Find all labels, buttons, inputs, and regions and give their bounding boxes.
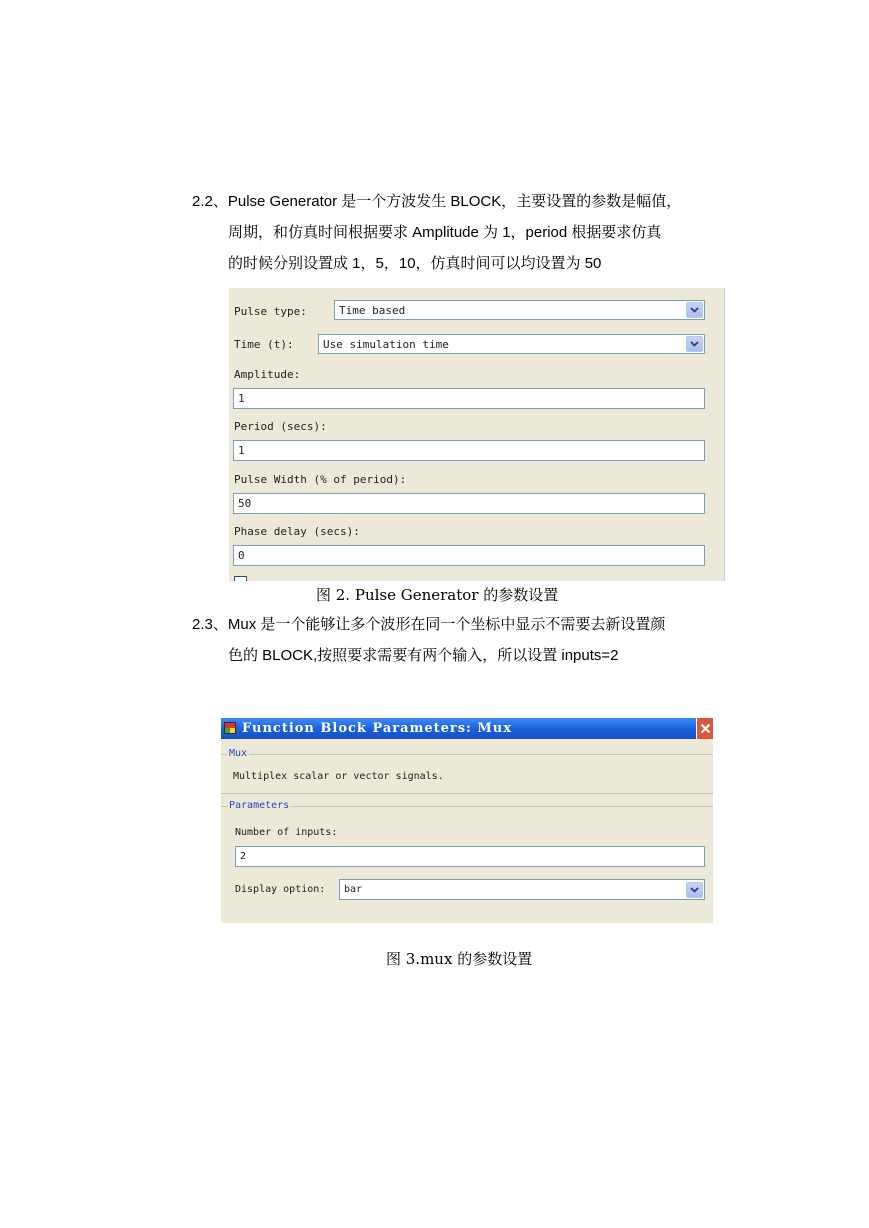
section-2-2-paragraph	[192, 186, 752, 279]
dialog-title-bar	[221, 718, 713, 739]
period-label: Period (secs):	[234, 420, 327, 433]
pulse-generator-dialog	[229, 288, 725, 581]
number-of-inputs-field[interactable]: 2	[235, 846, 705, 867]
time-label: Time (t):	[234, 338, 294, 351]
amplitude-field[interactable]: 1	[233, 388, 705, 409]
pulse-type-label: Pulse type:	[234, 305, 307, 318]
section-2-3-line-1: 2.3、Mux 是一个能够让多个波形在同一个坐标中显示不需要去新设置颜	[192, 616, 666, 633]
display-option-label: Display option:	[235, 884, 326, 895]
section-2-3-line-2: 色的 BLOCK,按照要求需要有两个输入，所以设置 inputs=2	[228, 647, 619, 664]
period-field[interactable]: 1	[233, 440, 705, 461]
display-option-select[interactable]	[339, 879, 705, 900]
simulink-block-icon	[223, 721, 237, 735]
pulse-type-select[interactable]	[334, 300, 705, 320]
mux-description-group	[221, 748, 713, 794]
cropped-checkbox[interactable]	[234, 576, 247, 581]
section-2-2-line-2: 周期，和仿真时间根据要求 Amplitude 为 1，period 根据要求仿真	[228, 224, 662, 241]
chevron-down-icon[interactable]	[686, 336, 703, 352]
time-value: Use simulation time	[323, 337, 449, 351]
phase-delay-field[interactable]: 0	[233, 545, 705, 566]
phase-delay-label: Phase delay (secs):	[234, 525, 360, 538]
pulse-type-value: Time based	[339, 303, 406, 317]
mux-parameters-dialog	[221, 718, 713, 923]
parameters-group	[221, 800, 713, 923]
figure-3-caption: 图 3.mux 的参数设置	[386, 950, 533, 968]
dialog-title: Function Block Parameters: Mux	[242, 721, 512, 736]
time-select[interactable]	[318, 334, 705, 354]
amplitude-label: Amplitude:	[234, 368, 301, 381]
figure-2-caption: 图 2. Pulse Generator 的参数设置	[316, 586, 559, 604]
close-icon	[700, 723, 711, 734]
parameters-group-title: Parameters	[229, 800, 290, 811]
mux-group-title: Mux	[229, 748, 248, 759]
chevron-down-icon[interactable]	[686, 882, 703, 898]
section-2-2-line-1: 2.2、Pulse Generator 是一个方波发生 BLOCK，主要设置的参数是幅值，	[192, 193, 682, 210]
pulse-width-field[interactable]: 50	[233, 493, 705, 514]
chevron-down-icon[interactable]	[686, 302, 703, 318]
section-2-3-paragraph	[192, 609, 752, 671]
pulse-width-label: Pulse Width (% of period):	[234, 473, 407, 486]
number-of-inputs-label: Number of inputs:	[235, 827, 338, 838]
close-button[interactable]	[696, 718, 713, 739]
display-option-value: bar	[344, 884, 363, 895]
section-2-2-line-3: 的时候分别设置成 1，5，10，仿真时间可以均设置为 50	[228, 255, 602, 272]
mux-description: Multiplex scalar or vector signals.	[233, 771, 444, 782]
